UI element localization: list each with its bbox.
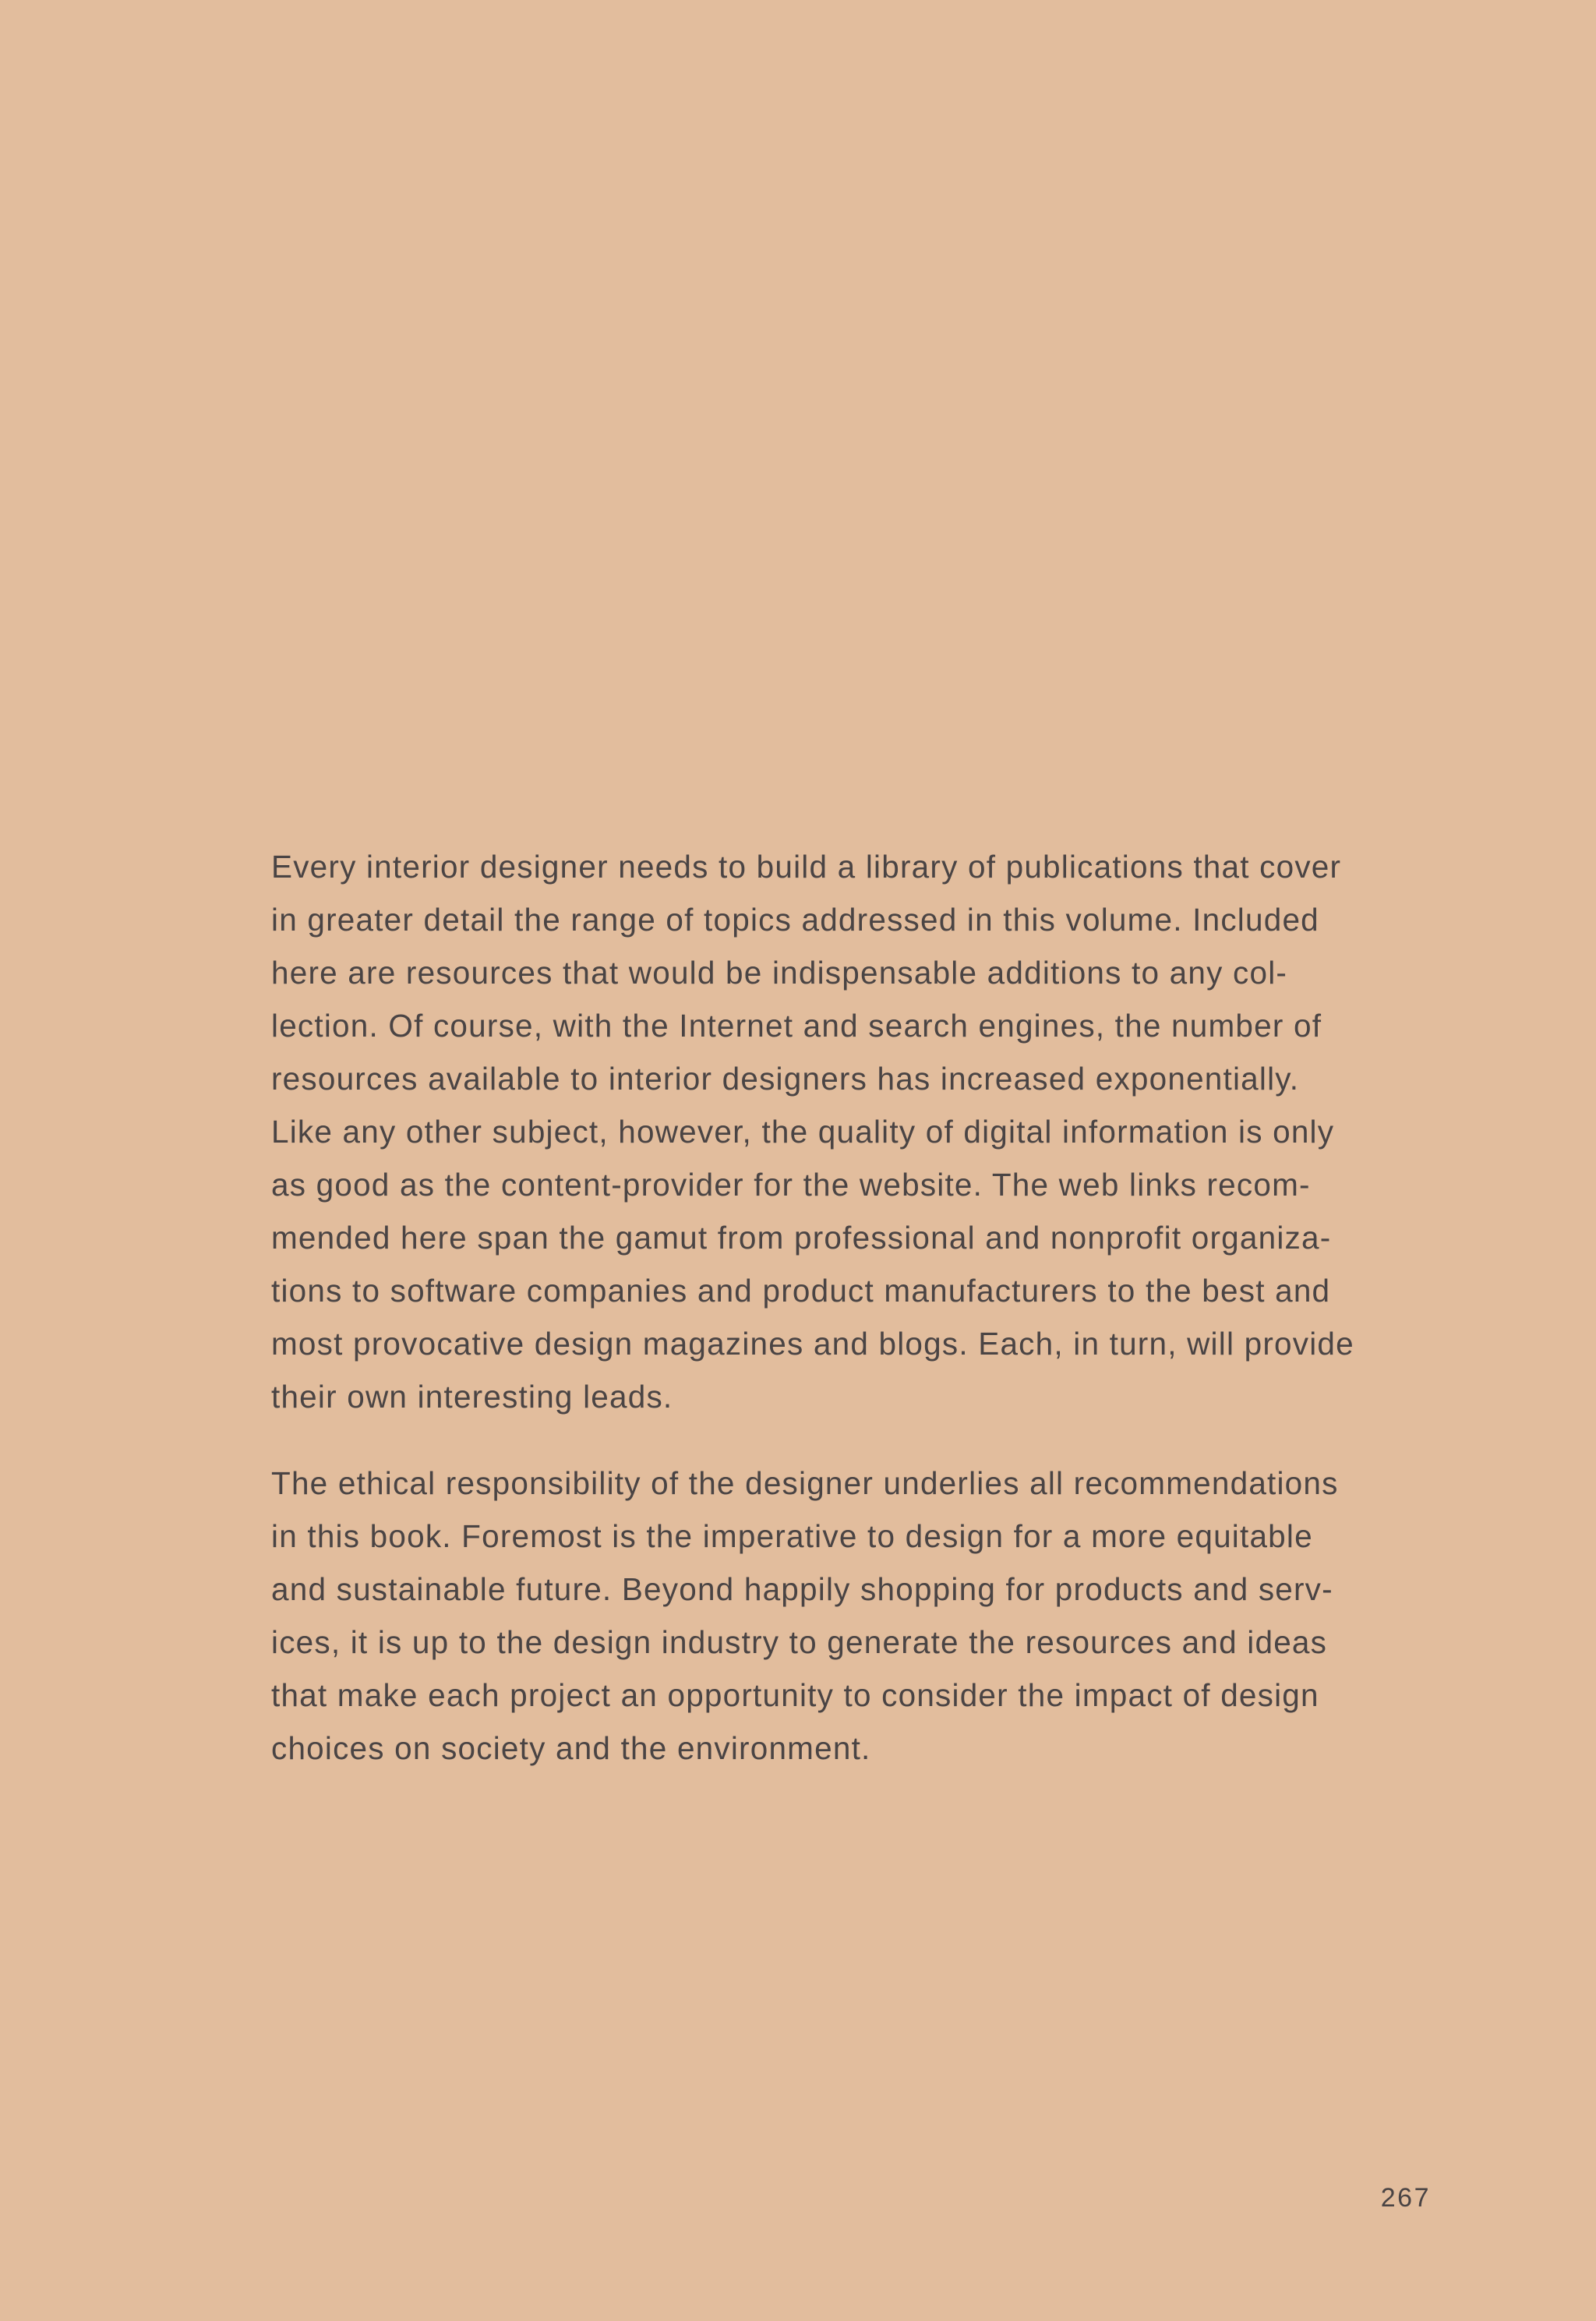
text-line: lection. Of course, with the Internet and search engines, the number of bbox=[271, 1008, 1322, 1044]
body-text bbox=[271, 840, 1440, 1775]
text-line: The ethical responsibility of the designer underlies all recommendations bbox=[271, 1465, 1339, 1501]
text-line: choices on society and the environment. bbox=[271, 1730, 871, 1766]
text-line: in greater detail the range of topics addressed in this volume. Included bbox=[271, 902, 1319, 938]
paragraph-resources-intro bbox=[271, 840, 1440, 1423]
text-line: that make each project an opportunity to consider the impact of design bbox=[271, 1677, 1319, 1713]
paragraph-ethical-responsibility bbox=[271, 1457, 1440, 1775]
text-line: Every interior designer needs to build a library of publications that cover bbox=[271, 849, 1342, 885]
text-line: their own interesting leads. bbox=[271, 1379, 673, 1415]
text-line: tions to software companies and product manufacturers to the best and bbox=[271, 1273, 1331, 1309]
text-line: as good as the content-provider for the website. The web links recom- bbox=[271, 1167, 1311, 1203]
text-line: in this book. Foremost is the imperative to design for a more equitable bbox=[271, 1518, 1313, 1554]
text-line: most provocative design magazines and blogs. Each, in turn, will provide bbox=[271, 1326, 1354, 1362]
text-line: resources available to interior designers has increased exponentially. bbox=[271, 1061, 1300, 1097]
text-line: mended here span the gamut from professional and nonprofit organiza- bbox=[271, 1220, 1332, 1256]
text-line: Like any other subject, however, the quality of digital information is only bbox=[271, 1114, 1335, 1150]
text-line: here are resources that would be indispensable additions to any col- bbox=[271, 955, 1288, 991]
text-line: and sustainable future. Beyond happily shopping for products and serv- bbox=[271, 1571, 1333, 1607]
page-number: 267 bbox=[1380, 2183, 1431, 2213]
text-line: ices, it is up to the design industry to generate the resources and ideas bbox=[271, 1624, 1328, 1660]
